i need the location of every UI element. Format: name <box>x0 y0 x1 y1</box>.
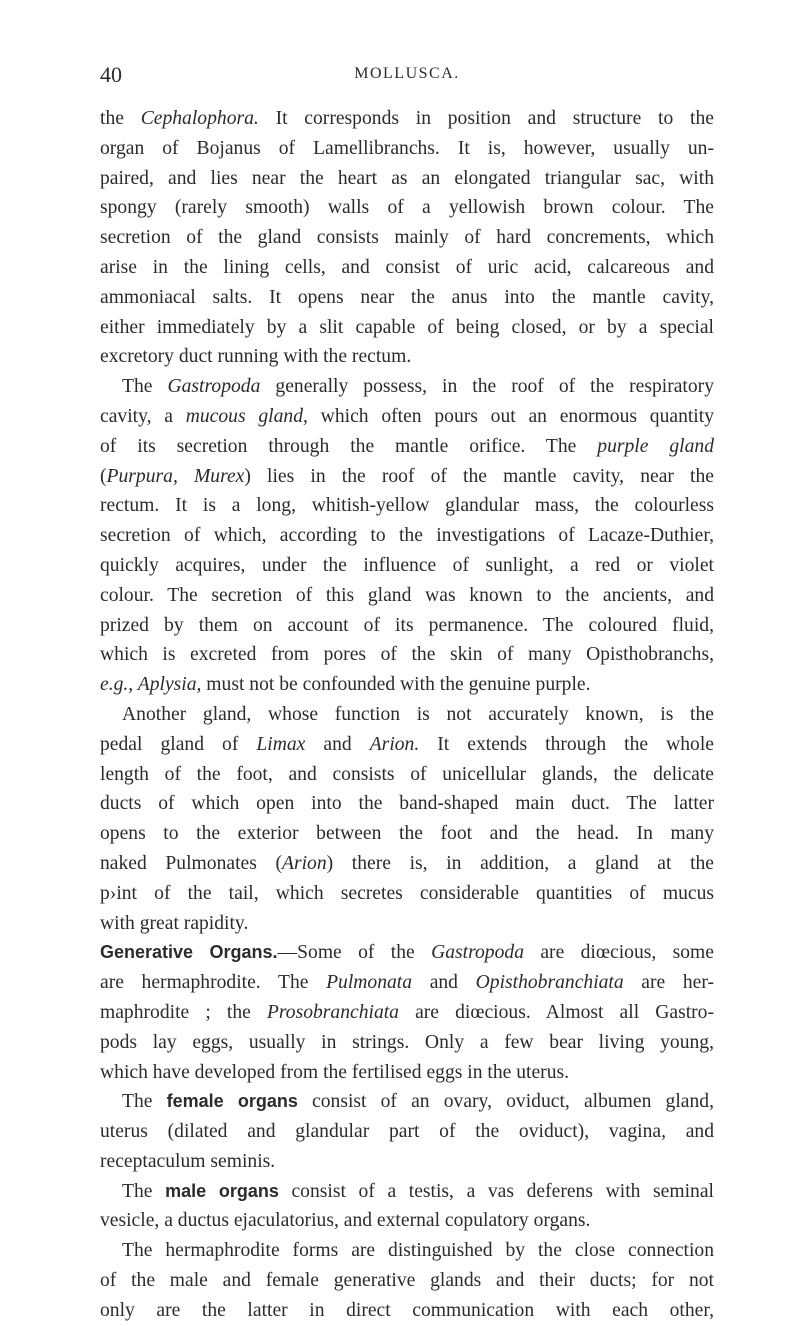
text-line: the Cephalophora. It corresponds in position and structure to the <box>100 108 714 129</box>
paragraph-start-line: Another gland, whose function is not accurately known, is the <box>122 703 714 725</box>
text-line: naked Pulmonates (Arion) there is, in addition, a gland at the <box>100 852 714 874</box>
text-line: secretion of which, according to the investigations of Lacaze-Duthier, <box>100 525 714 547</box>
text-line: of its secretion through the mantle orifice. The purple gland <box>100 435 714 457</box>
text-line: which is excreted from pores of the skin of many Opisthobranchs, <box>100 644 714 666</box>
text-line: opens to the exterior between the foot and the head. In many <box>100 823 714 845</box>
paragraph-start-line: The Gastropoda generally possess, in the roof of the respiratory <box>122 376 714 398</box>
text-line: length of the foot, and consists of unicellular glands, the delicate <box>100 763 714 785</box>
text-line: quickly acquires, under the influence of sunlight, a red or violet <box>100 554 714 576</box>
text-line: maphrodite ; the Prosobranchiata are diœcious. Almost all Gastro- <box>100 1001 714 1023</box>
text-line: which have developed from the fertilised eggs in the uterus. <box>100 1061 570 1083</box>
subheading-female-organs: female organs <box>166 1091 298 1112</box>
text-line: vesicle, a ductus ejaculatorius, and external copulatory organs. <box>100 1210 591 1232</box>
running-title: MOLLUSCA. <box>354 65 460 82</box>
text-line: p›int of the tail, which secretes considerable quantities of mucus <box>100 882 714 904</box>
text-line: organ of Bojanus of Lamellibranchs. It is, however, usually un- <box>100 137 714 159</box>
text-line: only are the latter in direct communication with each other, <box>100 1299 714 1321</box>
paragraph-start-line: The male organs consist of a testis, a vas deferens with seminal <box>122 1180 714 1202</box>
section-heading-line: Generative Organs.—Some of the Gastropoda are diœcious, some <box>100 942 714 964</box>
section-heading: Generative Organs. <box>100 942 278 963</box>
text-line: of the male and female generative glands and their ducts; for not <box>100 1270 714 1292</box>
text-line: secretion of the gland consists mainly of hard concrements, which <box>100 227 714 249</box>
text-line: paired, and lies near the heart as an elongated triangular sac, with <box>100 167 714 189</box>
text-line: prized by them on account of its permanence. The coloured fluid, <box>100 614 714 636</box>
text-line: colour. The secretion of this gland was known to the ancients, and <box>100 584 714 606</box>
text-line: (Purpura, Murex) lies in the roof of the mantle cavity, near the <box>100 465 714 487</box>
text-line: spongy (rarely smooth) walls of a yellowish brown colour. The <box>100 197 714 219</box>
text-line: are hermaphrodite. The Pulmonata and Opisthobranchiata are her- <box>100 972 714 994</box>
text-line: cavity, a mucous gland, which often pours out an enormous quantity <box>100 405 714 427</box>
text-line: e.g., Aplysia, must not be confounded with the genuine purple. <box>100 674 591 696</box>
paragraph-start-line: The hermaphrodite forms are distinguished by the close connection <box>122 1240 714 1262</box>
text-line: pedal gland of Limax and Arion. It extends through the whole <box>100 733 714 755</box>
text-line: ducts of which open into the band-shaped main duct. The latter <box>100 793 714 815</box>
text-line: pods lay eggs, usually in strings. Only a few bear living young, <box>100 1031 714 1053</box>
text-line: uterus (dilated and glandular part of the oviduct), vagina, and <box>100 1121 714 1143</box>
subheading-male-organs: male organs <box>165 1180 279 1201</box>
text-line: receptaculum seminis. <box>100 1150 276 1172</box>
page-number: 40 <box>100 62 122 87</box>
page-header <box>100 62 714 92</box>
paragraph-start-line: The female organs consist of an ovary, oviduct, albumen gland, <box>122 1091 714 1113</box>
text-line: either immediately by a slit capable of being closed, or by a special <box>100 316 714 338</box>
text-line: ammoniacal salts. It opens near the anus into the mantle cavity, <box>100 286 714 308</box>
text-line: excretory duct running with the rectum. <box>100 346 412 368</box>
text-line: with great rapidity. <box>100 912 249 934</box>
text-line: arise in the lining cells, and consist of uric acid, calcareous and <box>100 256 714 278</box>
text-line: rectum. It is a long, whitish-yellow glandular mass, the colourless <box>100 495 714 517</box>
body-text <box>100 104 714 1326</box>
